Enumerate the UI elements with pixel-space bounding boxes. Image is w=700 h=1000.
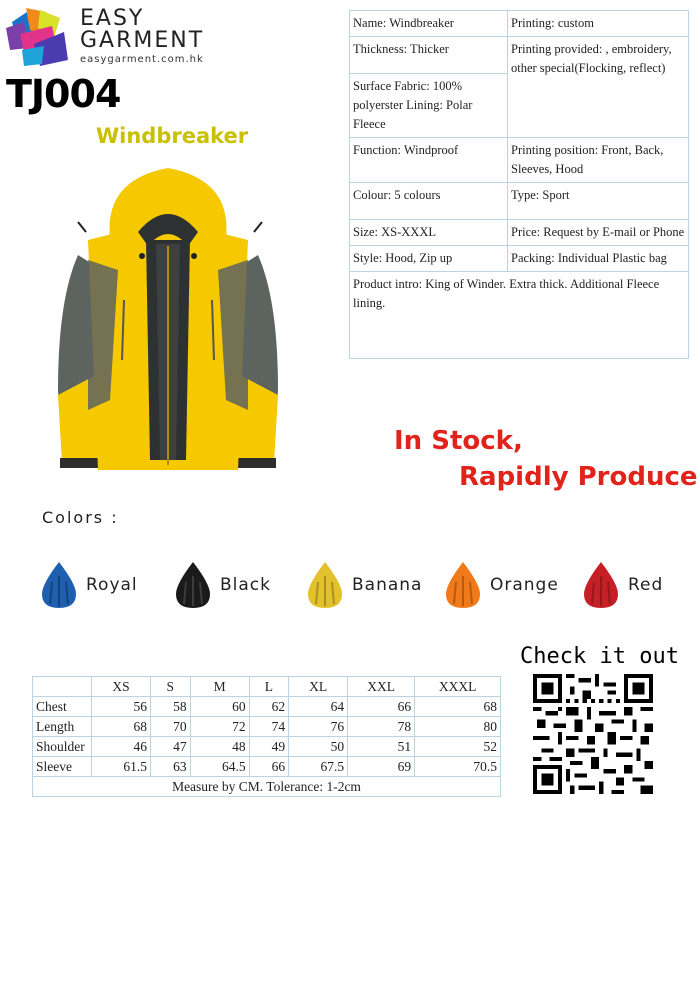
size-cell: 60 bbox=[190, 697, 249, 717]
brand-url: easygarment.com.hk bbox=[80, 54, 204, 65]
color-name: Banana bbox=[352, 575, 423, 595]
size-cell: 63 bbox=[151, 757, 191, 777]
size-cell: 61.5 bbox=[92, 757, 151, 777]
brand-name-line2: GARMENT bbox=[80, 28, 205, 53]
qr-code-icon[interactable] bbox=[533, 674, 653, 794]
spec-cell: Printing position: Front, Back, Sleeves, Hood bbox=[508, 138, 689, 183]
check-it-out-label: Check it out bbox=[520, 644, 679, 669]
size-cell: 69 bbox=[348, 757, 415, 777]
color-drop-icon bbox=[38, 560, 80, 610]
size-cell: 68 bbox=[92, 717, 151, 737]
color-name: Royal bbox=[86, 575, 138, 595]
spec-cell: Colour: 5 colours bbox=[350, 183, 508, 220]
size-cell: 72 bbox=[190, 717, 249, 737]
product-title: Windbreaker bbox=[96, 124, 249, 148]
size-cell: 80 bbox=[415, 717, 501, 737]
spec-cell: Printing provided: , embroidery, other special(Flocking, reflect) bbox=[508, 37, 689, 138]
size-header: XS bbox=[92, 677, 151, 697]
spec-cell: Style: Hood, Zip up bbox=[350, 246, 508, 272]
table-header-row bbox=[33, 677, 501, 697]
row-label: Length bbox=[33, 717, 92, 737]
table-row bbox=[350, 37, 689, 74]
table-row bbox=[350, 246, 689, 272]
color-name: Red bbox=[628, 575, 664, 595]
size-cell: 70 bbox=[151, 717, 191, 737]
color-drop-icon bbox=[304, 560, 346, 610]
color-swatch-red bbox=[580, 560, 663, 610]
size-cell: 48 bbox=[190, 737, 249, 757]
size-cell: 66 bbox=[348, 697, 415, 717]
color-swatch-orange bbox=[442, 560, 559, 610]
table-row bbox=[33, 697, 501, 717]
table-row bbox=[33, 717, 501, 737]
garment-logo-icon bbox=[4, 4, 74, 70]
size-header: XXXL bbox=[415, 677, 501, 697]
table-row bbox=[350, 138, 689, 183]
stock-line1: In Stock, bbox=[394, 426, 523, 456]
jacket-image bbox=[48, 160, 288, 490]
brand-name-line1: EASY bbox=[80, 6, 145, 31]
size-cell: 51 bbox=[348, 737, 415, 757]
color-drop-icon bbox=[580, 560, 622, 610]
size-header: M bbox=[190, 677, 249, 697]
size-cell: 78 bbox=[348, 717, 415, 737]
table-row bbox=[350, 220, 689, 246]
table-corner-cell bbox=[33, 677, 92, 697]
color-drop-icon bbox=[442, 560, 484, 610]
size-cell: 52 bbox=[415, 737, 501, 757]
size-cell: 50 bbox=[289, 737, 348, 757]
size-header: S bbox=[151, 677, 191, 697]
size-cell: 66 bbox=[249, 757, 289, 777]
color-drop-icon bbox=[172, 560, 214, 610]
row-label: Sleeve bbox=[33, 757, 92, 777]
spec-cell: Thickness: Thicker bbox=[350, 37, 508, 74]
spec-cell: Type: Sport bbox=[508, 183, 689, 220]
product-intro: Product intro: King of Winder. Extra thick. Additional Fleece lining. bbox=[350, 272, 689, 359]
size-cell: 49 bbox=[249, 737, 289, 757]
color-swatch-black bbox=[172, 560, 271, 610]
row-label: Shoulder bbox=[33, 737, 92, 757]
product-sku: TJ004 bbox=[6, 72, 121, 116]
spec-cell: Printing: custom bbox=[508, 11, 689, 37]
size-cell: 67.5 bbox=[289, 757, 348, 777]
size-cell: 64.5 bbox=[190, 757, 249, 777]
table-row bbox=[33, 757, 501, 777]
color-swatch-royal bbox=[38, 560, 138, 610]
size-cell: 47 bbox=[151, 737, 191, 757]
color-name: Black bbox=[220, 575, 271, 595]
table-row bbox=[350, 272, 689, 359]
spec-table bbox=[349, 10, 689, 359]
spec-cell: Price: Request by E-mail or Phone bbox=[508, 220, 689, 246]
colors-heading: Colors : bbox=[42, 508, 119, 527]
table-row bbox=[350, 11, 689, 37]
table-row bbox=[33, 777, 501, 797]
size-table-note: Measure by CM. Tolerance: 1-2cm bbox=[33, 777, 501, 797]
spec-cell: Packing: Individual Plastic bag bbox=[508, 246, 689, 272]
size-header: XL bbox=[289, 677, 348, 697]
size-cell: 74 bbox=[249, 717, 289, 737]
size-cell: 76 bbox=[289, 717, 348, 737]
size-cell: 70.5 bbox=[415, 757, 501, 777]
stock-line2: Rapidly Produce bbox=[459, 462, 698, 492]
size-table bbox=[32, 676, 501, 797]
size-header: L bbox=[249, 677, 289, 697]
size-cell: 58 bbox=[151, 697, 191, 717]
size-cell: 56 bbox=[92, 697, 151, 717]
spec-cell: Name: Windbreaker bbox=[350, 11, 508, 37]
size-cell: 46 bbox=[92, 737, 151, 757]
color-name: Orange bbox=[490, 575, 559, 595]
table-row bbox=[33, 737, 501, 757]
spec-cell: Function: Windproof bbox=[350, 138, 508, 183]
size-cell: 68 bbox=[415, 697, 501, 717]
size-cell: 64 bbox=[289, 697, 348, 717]
spec-cell: Surface Fabric: 100% polyerster Lining: Polar Fleece bbox=[350, 74, 508, 138]
color-swatch-banana bbox=[304, 560, 422, 610]
row-label: Chest bbox=[33, 697, 92, 717]
table-row bbox=[350, 183, 689, 220]
spec-cell: Size: XS-XXXL bbox=[350, 220, 508, 246]
size-cell: 62 bbox=[249, 697, 289, 717]
size-header: XXL bbox=[348, 677, 415, 697]
